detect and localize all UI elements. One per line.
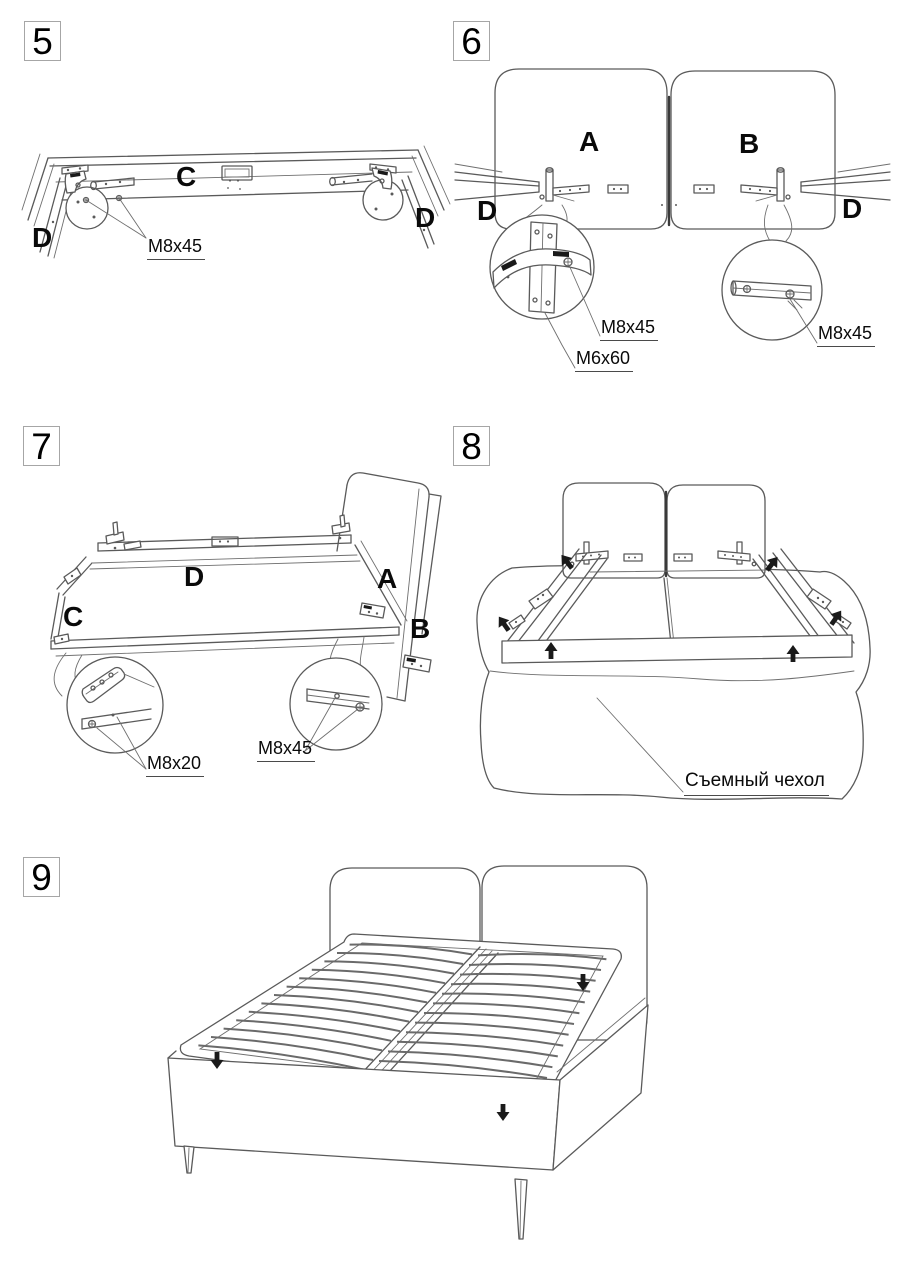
step9-illustration <box>130 855 750 1255</box>
step-number-box: 8 <box>453 426 490 466</box>
hardware-label-m8x45: M8x45 <box>257 739 315 762</box>
step8-illustration <box>450 458 895 808</box>
rear-rail-d <box>90 515 360 569</box>
detail-bubble-rail-end <box>290 637 382 750</box>
step5-illustration <box>20 132 450 302</box>
part-label-d-left: D <box>477 195 498 226</box>
hardware-label-m8x45-bracket: M8x45 <box>600 318 658 341</box>
part-label-d: D <box>184 561 205 592</box>
corner-bracket-left <box>62 165 134 229</box>
left-wall-corner <box>22 154 54 226</box>
hardware-label-m8x45-rail: M8x45 <box>817 324 875 347</box>
step7-illustration <box>20 458 450 798</box>
step-number-box: 9 <box>23 857 60 897</box>
part-label-b: B <box>410 613 431 644</box>
front-rail <box>51 627 399 656</box>
step-number-box: 6 <box>453 21 490 61</box>
part-label-c: C <box>63 601 84 632</box>
hardware-label-m6x60: M6x60 <box>575 349 633 372</box>
hardware-label-m8x45: M8x45 <box>147 237 205 260</box>
part-label-c: C <box>176 161 197 192</box>
headboard-panel-b <box>667 485 765 578</box>
part-label-a: A <box>377 563 398 594</box>
hardware-label-m8x20: M8x20 <box>146 754 204 777</box>
part-label-d-right: D <box>842 193 863 224</box>
removable-cover-label: Съемный чехол <box>684 771 829 796</box>
part-label-d-right: D <box>415 202 436 233</box>
part-label-a: A <box>579 126 600 157</box>
part-label-b: B <box>739 128 760 159</box>
part-label-d-left: D <box>32 222 53 253</box>
step-number-box: 7 <box>23 426 60 466</box>
step-number-box: 5 <box>24 21 61 61</box>
